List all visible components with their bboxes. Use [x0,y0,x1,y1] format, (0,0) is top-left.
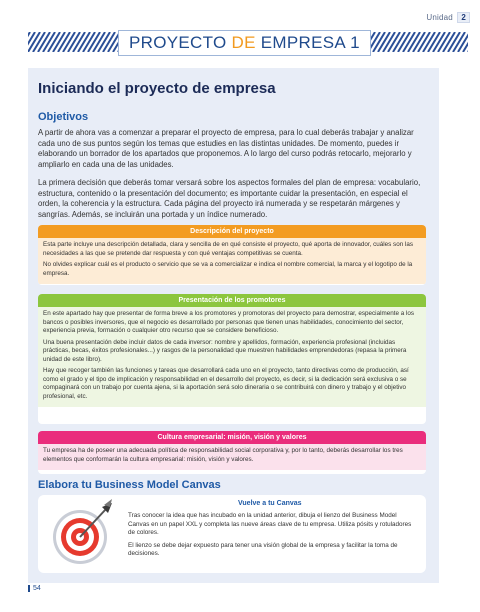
descripcion-body [38,238,426,284]
cultura-paragraph-1: Tu empresa ha de poseer una adecuada política de responsabilidad social corporativa y, por lo tanto, deberás desarrollar los tres elementos que conformarán la cultura empresarial: misión, visión y valores. [43,447,403,463]
canvas-subtitle: Vuelve a tu Canvas [238,500,302,507]
cultura-title: Cultura empresarial: misión, visión y valores [38,431,426,444]
promotores-body [38,307,426,407]
objetivos-title: Objetivos [38,111,89,123]
cultura-body [38,444,426,470]
descripcion-paragraph-2: No olvides explicar cuál es el producto o servicio que se va a comercializar e indica el nombre comercial, la marca y el logotipo de la empresa. [43,261,413,277]
project-title [118,30,371,56]
canvas-title: Elabora tu Business Model Canvas [38,479,221,491]
promotores-paragraph-1: En este apartado hay que presentar de forma breve a los promotores y promotoras del proyecto para demostrar, especialmente a los bancos o posibles inversores, que el negocio es desarrollado por personas que tienen unas habilidades, conocimiento del sector, experiencia previa, formación o cualquier otro recurso que se considere beneficioso. [43,310,415,334]
descripcion-title: Descripción del proyecto [38,225,426,238]
descripcion-paragraph-1: Esta parte incluye una descripción detallada, clara y sencilla de en qué consiste el proyecto, qué aporta de innovador, cuáles son las necesidades a las que se pretende dar respuesta y con qué ventajas competitivas se cuenta. [43,241,413,257]
promotores-box [38,294,426,424]
objetivos-paragraph-1: A partir de ahora vas a comenzar a preparar el proyecto de empresa, para lo cual deberás trabajar y analizar cada uno de sus puntos según los temas que estudies en las distintas unidades. De momento, puedes ir elaborando un borrador de los apartados que proponemos. A lo largo del curso podrás retocarlo, mejorarlo y ampliarlo en cada una de las unidades. [38,128,414,169]
title-de: DE [231,33,256,52]
promotores-paragraph-2: Una buena presentación debe incluir datos de cada inversor: nombre y apellidos, formación, experiencia profesional (incluidas prácticas, becas, éxitos profesionales...) y rasgos de la personalidad que muestren habilidades emprendedoras (repasa la primera unidad de este libro). [43,338,407,363]
page-number: 54 [28,585,41,592]
descripcion-box [38,225,426,285]
target-icon [46,499,118,567]
objetivos-paragraph-2: La primera decisión que deberás tomar versará sobre los aspectos formales del plan de empresa: vocabulario, estructura, contenido o la presentación del documento; es importante cuidar la presentación, en especial el orden, la coherencia y la estructura. Cada página del proyecto irá numerada y se respetarán márgenes y sangrías. Además, se incluirán una portada y un índice numerado. [38,178,421,219]
promotores-title: Presentación de los promotores [38,294,426,307]
unit-label [426,12,470,23]
cultura-box [38,431,426,474]
main-panel [28,68,439,583]
title-part-1: PROYECTO [129,33,232,52]
unit-number: 2 [457,12,470,23]
canvas-body [128,512,418,563]
title-part-2: EMPRESA 1 [255,33,360,52]
canvas-box [38,495,426,573]
promotores-paragraph-3: Hay que recoger también las funciones y tareas que desarrollará cada uno en el proyecto, tanto directivas como de producción, así como el grado y el tipo de implicación y responsabilidad en el desarrollo del proyecto, es decir, si la dedicación será exclusiva o se compaginará con un trabajo por cuenta ajena, si la aportación será solo dineraria o se contribuirá con dinero y trabajo y el objetivo profesional, etc. [43,367,409,400]
canvas-paragraph-1: Tras conocer la idea que has incubado en la unidad anterior, dibuja el lienzo del Business Model Canvas en un papel XXL y completa las nueve áreas clave de tu empresa. Utiliza pósits y rotuladores de colores. [128,512,412,536]
canvas-paragraph-2: El lienzo se debe dejar expuesto para tener una visión global de la empresa y facilitar la toma de decisiones. [128,541,398,557]
unit-word: Unidad [426,13,453,22]
page-title: Iniciando el proyecto de empresa [38,80,276,97]
